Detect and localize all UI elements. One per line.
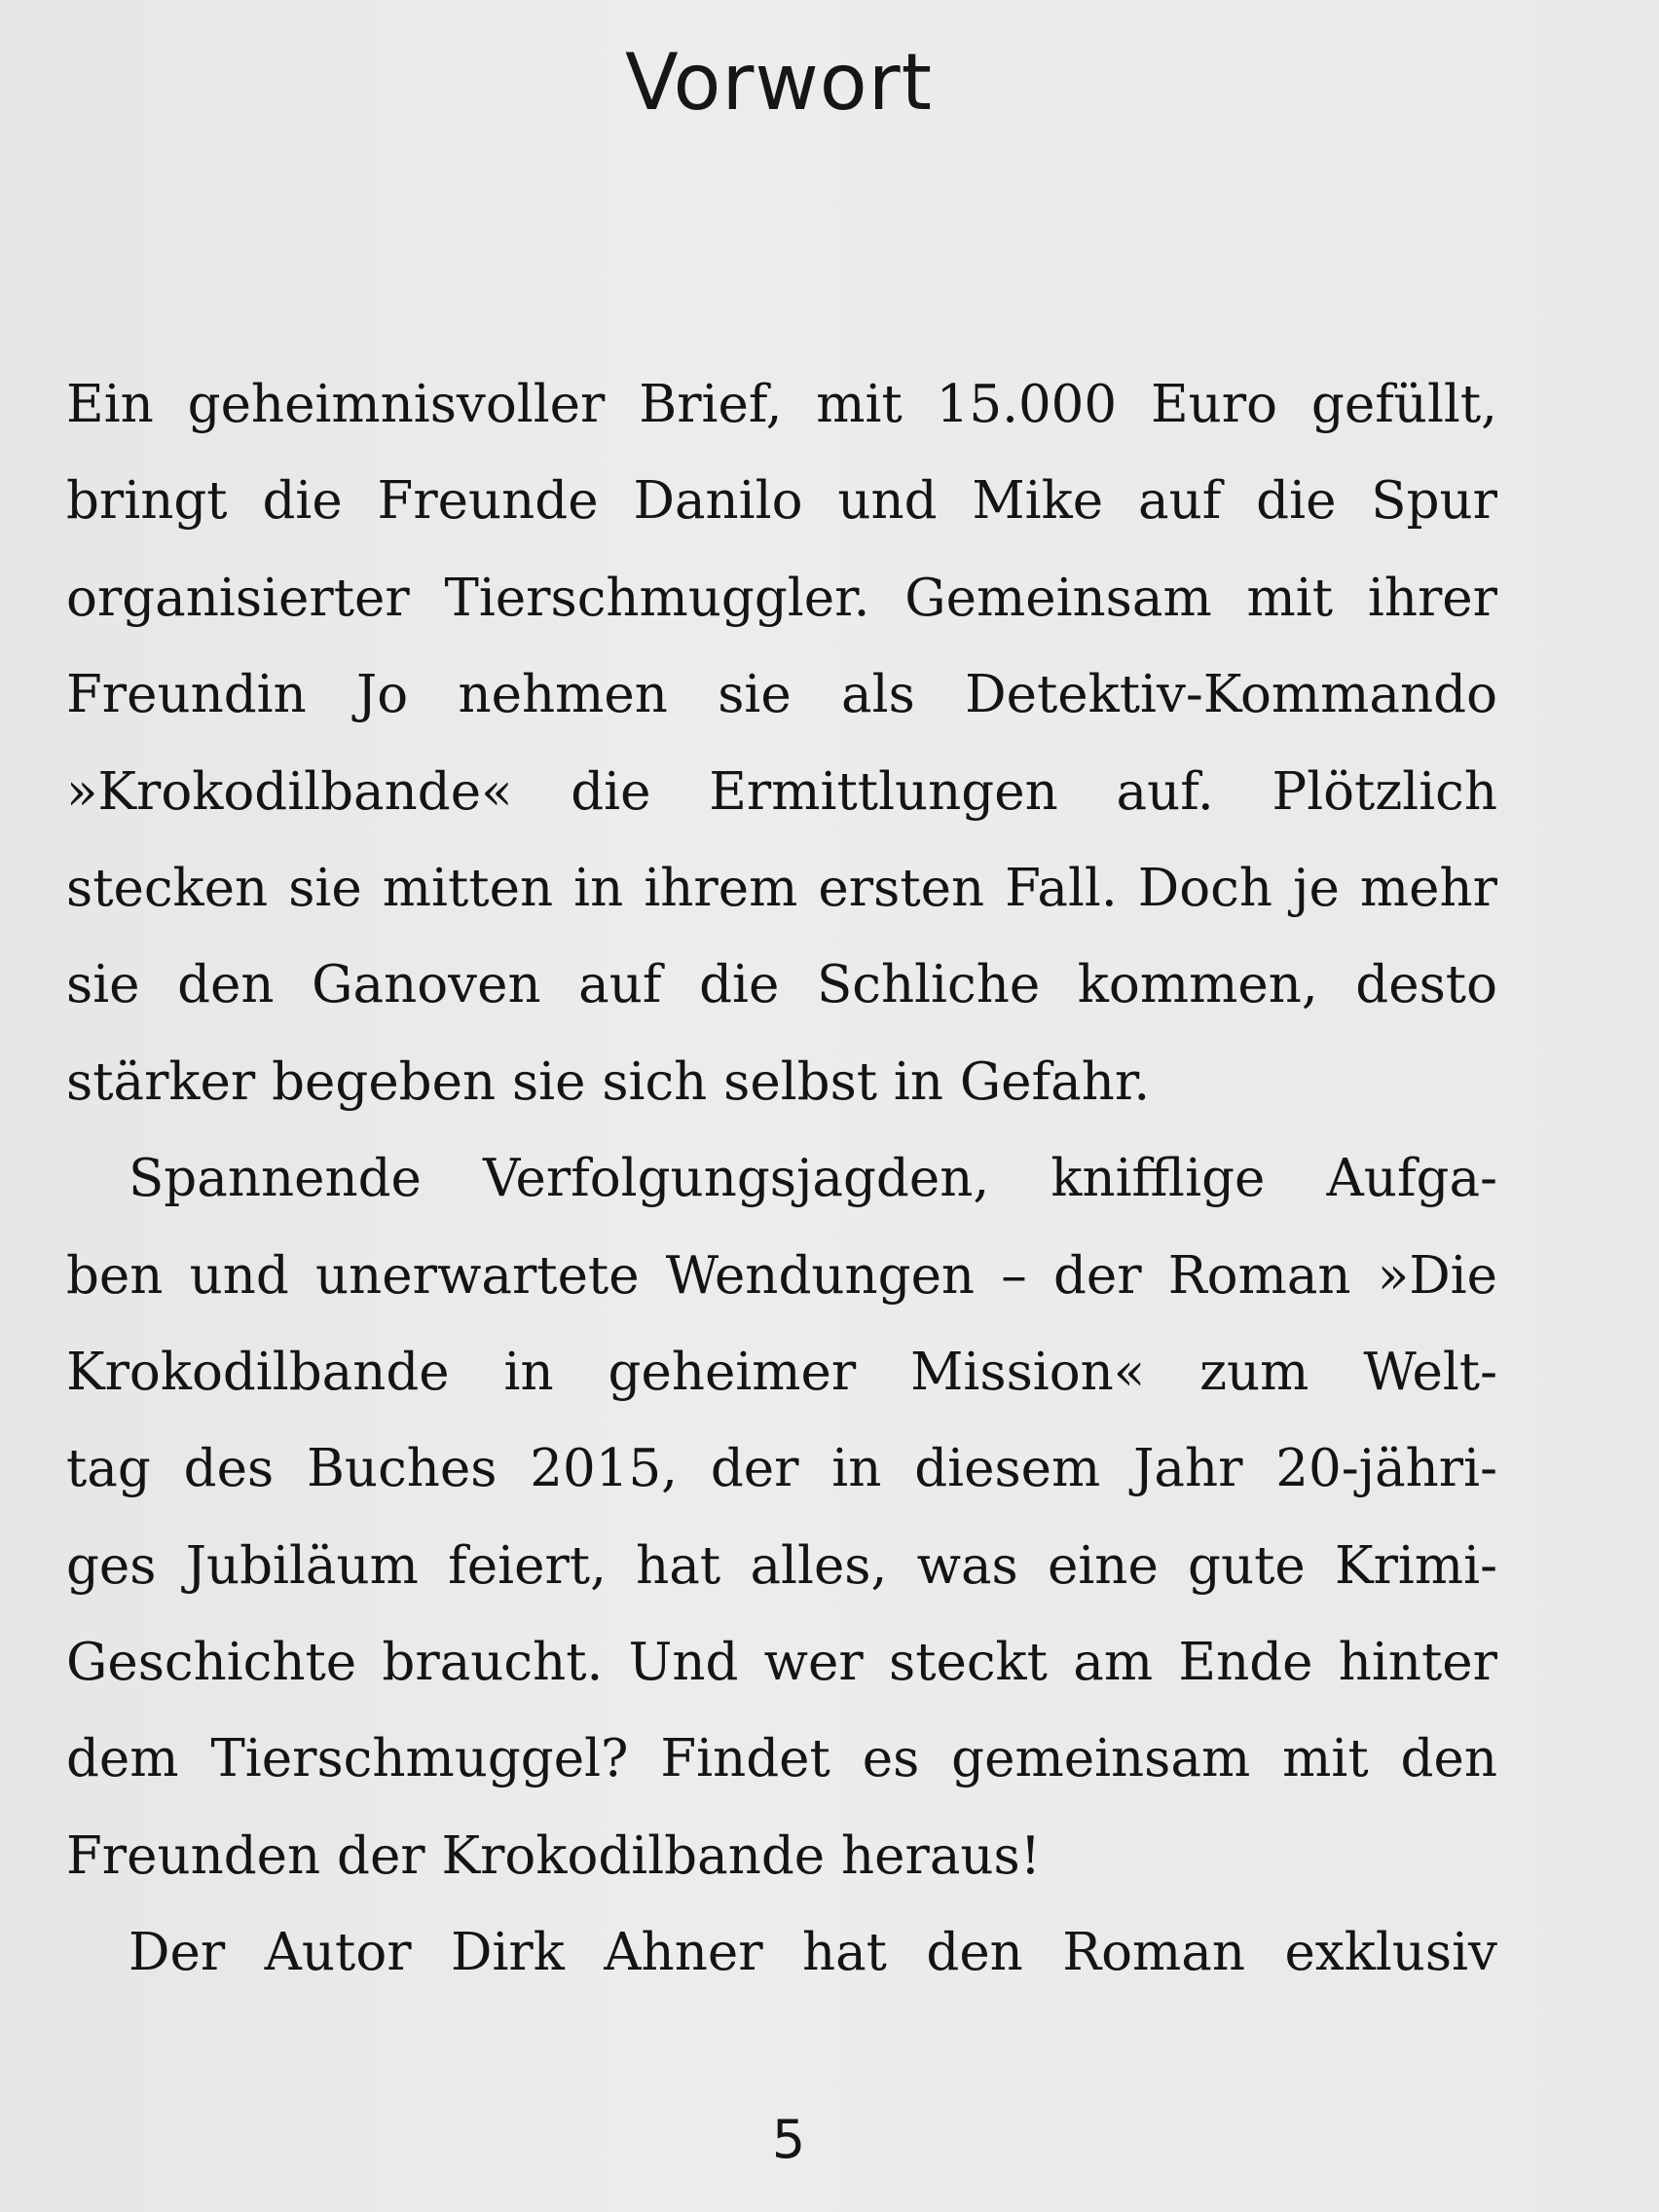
text-line: Krokodilbande in geheimer Mission« zum Welt-	[66, 1342, 1497, 1402]
text-line: Geschichte braucht. Und wer steckt am Ende hinter	[66, 1633, 1497, 1693]
text-line: ges Jubiläum feiert, hat alles, was eine gute Krimi-	[66, 1535, 1497, 1596]
text-line: stecken sie mitten in ihrem ersten Fall. Doch je mehr	[66, 858, 1497, 918]
text-line: bringt die Freunde Danilo und Mike auf die Spur	[66, 471, 1497, 532]
text-line: dem Tierschmuggel? Findet es gemeinsam mit den	[66, 1729, 1497, 1789]
text-line: Spannende Verfolgungsjagden, knifflige Aufga-	[129, 1149, 1497, 1209]
text-line: tag des Buches 2015, der in diesem Jahr 20-jähri-	[66, 1439, 1497, 1499]
text-line: »Krokodilbande« die Ermittlungen auf. Plötzlich	[66, 761, 1497, 822]
text-line: Freundin Jo nehmen sie als Detektiv-Kommando	[66, 665, 1497, 725]
text-line: sie den Ganoven auf die Schliche kommen, desto	[66, 955, 1497, 1015]
text-line: ben und unerwartete Wendungen – der Roman »Die	[66, 1245, 1497, 1306]
text-line: Ein geheimnisvoller Brief, mit 15.000 Euro gefüllt,	[66, 375, 1497, 434]
body-text	[66, 356, 1497, 2002]
page-title: Vorwort	[625, 37, 933, 128]
text-line: stärker begeben sie sich selbst in Gefahr.	[66, 1051, 1151, 1112]
page-number: 5	[771, 2109, 806, 2170]
text-line: Freunden der Krokodilbande heraus!	[66, 1825, 1042, 1886]
text-line: Der Autor Dirk Ahner hat den Roman exklusiv	[129, 1923, 1497, 1983]
text-line: organisierter Tierschmuggler. Gemeinsam mit ihrer	[66, 568, 1497, 628]
